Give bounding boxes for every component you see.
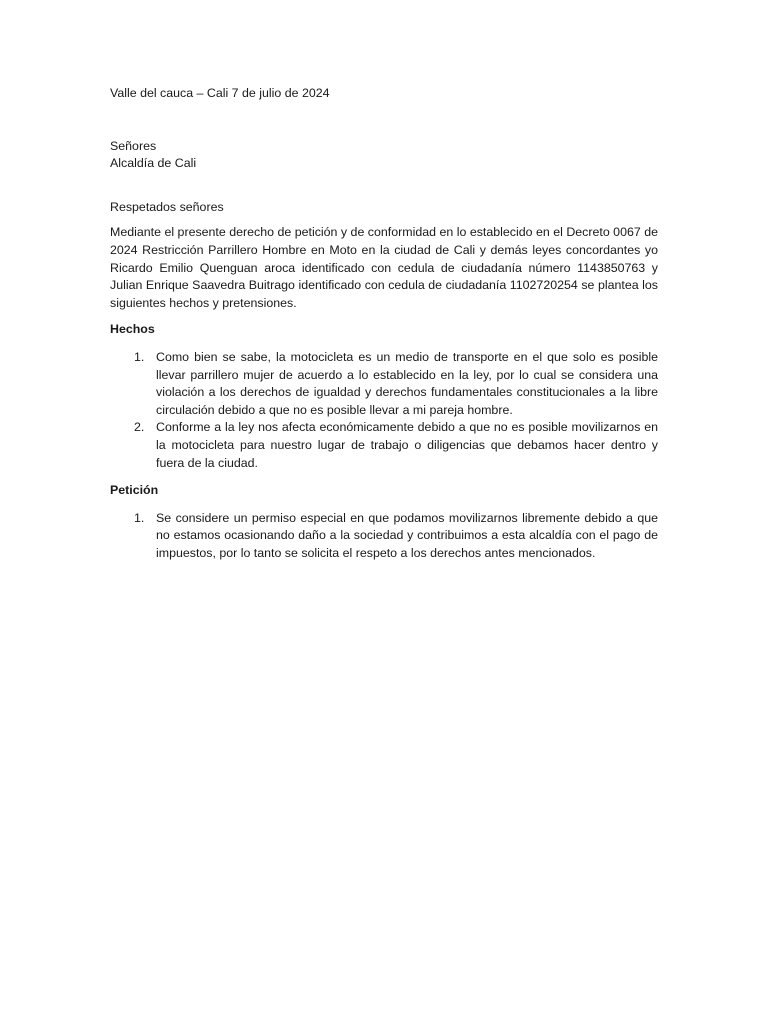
hechos-item bbox=[110, 419, 658, 472]
peticion-item-number: 1. bbox=[134, 510, 145, 525]
intro-paragraph: Mediante el presente derecho de petición y de conformidad en lo establecido en el Decreto 0067 de 2024 Restricción Parrillero Hombre en Moto en la ciudad de Cali y demás leyes concordantes yo Ricardo Emilio Quenguan aroca identificado con cedula de ciudadanía número 1143850763 y Julian Enrique Saavedra Buitrago identificado con cedula de ciudadanía 1102720254 se plantea los siguientes hechos y pretensiones. bbox=[110, 225, 658, 310]
hechos-item bbox=[110, 349, 658, 419]
peticion-list bbox=[110, 510, 658, 563]
salutation: Respetados señores bbox=[110, 199, 224, 214]
hechos-item-text: Conforme a la ley nos afecta económicamente debido a que no es posible movilizarnos en la motocicleta para nuestro lugar de trabajo o diligencias que debamos hacer dentro y fuera de la ciudad. bbox=[156, 420, 658, 470]
peticion-item bbox=[110, 510, 658, 563]
letter-body bbox=[110, 85, 658, 572]
hechos-heading: Hechos bbox=[110, 322, 155, 337]
hechos-item-number: 2. bbox=[134, 420, 145, 435]
date-line: Valle del cauca – Cali 7 de julio de 2024 bbox=[110, 86, 330, 100]
recipient-line-1: Señores bbox=[110, 138, 157, 153]
peticion-heading: Petición bbox=[110, 483, 159, 498]
recipient-line-2: Alcaldía de Cali bbox=[110, 156, 197, 171]
hechos-list bbox=[110, 349, 658, 472]
hechos-item-number: 1. bbox=[134, 349, 145, 364]
recipient-block bbox=[110, 138, 658, 173]
peticion-item-text: Se considere un permiso especial en que podamos movilizarnos libremente debido a que no estamos ocasionando daño a la sociedad y contribuimos a esta alcaldía con el pago de impuestos, por lo tanto se solicita el respeto a los derechos antes mencionados. bbox=[156, 510, 658, 560]
hechos-item-text: Como bien se sabe, la motocicleta es un medio de transporte en el que solo es posible llevar parrillero mujer de acuerdo a lo establecido en la ley, por lo cual se considera una violación a los derechos de igualdad y derechos fundamentales constitucionales a la libre circulación debido a que no es posible llevar a mi pareja hombre. bbox=[156, 349, 658, 417]
